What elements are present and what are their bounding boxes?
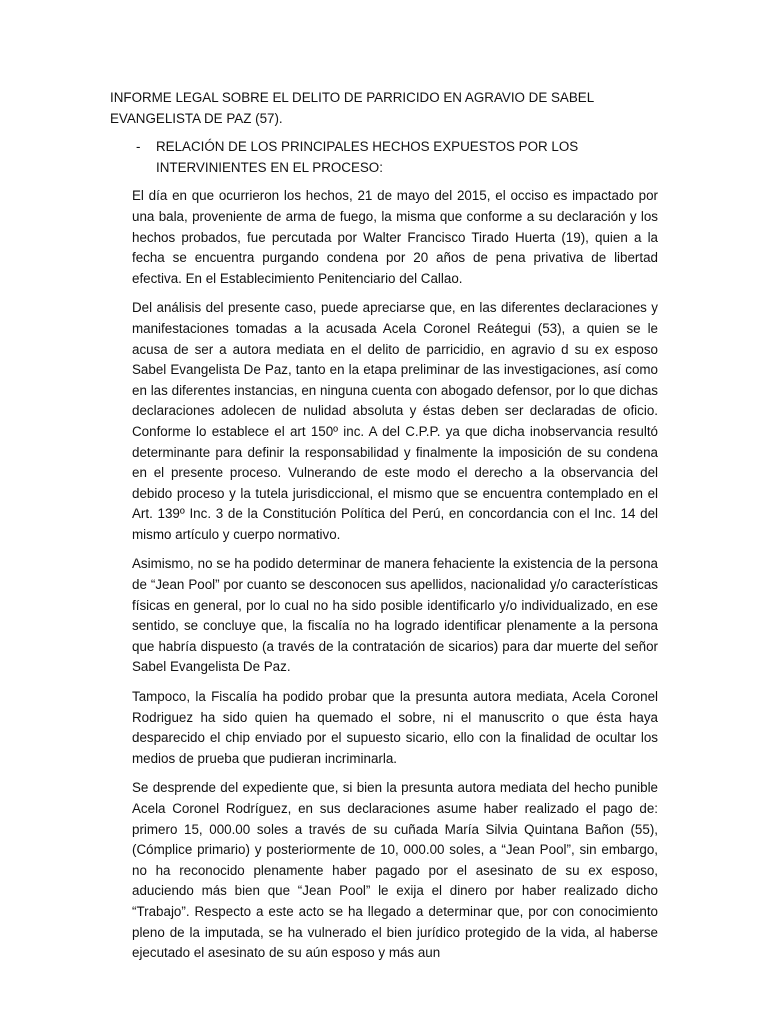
document-title: INFORME LEGAL SOBRE EL DELITO DE PARRICIDO EN AGRAVIO DE SABEL EVANGELISTA DE PAZ (57). [110,90,594,126]
paragraph: Se desprende del expediente que, si bien la presunta autora mediata del hecho punible Acela Coronel Rodríguez, en sus declaraciones asume haber realizado el pago de: primero 15, 000.00 soles a través de su cuñada María Silvia Quintana Bañon (55), (Cómplice primario) y posteriormente de 10, 000.00 soles, a “Jean Pool”, sin embargo, no ha reconocido plenamente haber pagado por el asesinato de su ex esposo, aduciendo más bien que “Jean Pool” le exija el dinero por haber realizado dicho “Trabajo”. Respecto a este acto se ha llegado a determinar que, por con conocimiento pleno de la imputada, se ha vulnerado el bien jurídico protegido de la vida, al haberse ejecutado el asesinato de su aún esposo y más aun [132,780,658,961]
paragraph: Asimismo, no se ha podido determinar de manera fehaciente la existencia de la persona de “Jean Pool” por cuanto se desconocen sus apellidos, nacionalidad y/o características físicas en general, por lo cual no ha sido posible identificarlo y/o individualizado, en ese sentido, se concluye que, la fiscalía no ha logrado identificar plenamente a la persona que habría dispuesto (a través de la contratación de sicarios) para dar muerte del señor Sabel Evangelista De Paz. [132,556,658,675]
paragraph: Tampoco, la Fiscalía ha podido probar que la presunta autora mediata, Acela Coronel Rodriguez ha sido quien ha quemado el sobre, ni el manuscrito o que ésta haya desparecido el chip enviado por el supuesto sicario, ello con la finalidad de ocultar los medios de prueba que pudieran incriminarla. [132,689,658,766]
bullet-dash: - [136,139,141,155]
section-heading-text: RELACIÓN DE LOS PRINCIPALES HECHOS EXPUESTOS POR LOS INTERVINIENTES EN EL PROCESO: [156,139,579,175]
paragraph: El día en que ocurrieron los hechos, 21 de mayo del 2015, el occiso es impactado por una bala, proveniente de arma de fuego, la misma que conforme a su declaración y los hechos probados, fue percutada por Walter Francisco Tirado Huerta (19), quien a la fecha se encuentra purgando condena por 20 años de pena privativa de libertad efectiva. En el Establecimiento Penitenciario del Callao. [132,188,658,286]
section-heading [110,137,658,178]
paragraph: Del análisis del presente caso, puede apreciarse que, en las diferentes declaraciones y manifestaciones tomadas a la acusada Acela Coronel Reátegui (53), a quien se le acusa de ser a autora mediata en el delito de parricidio, en agravio d su ex esposo Sabel Evangelista De Paz, tanto en la etapa preliminar de las investigaciones, así como en las diferentes instancias, en ninguna cuenta con abogado defensor, por lo que dichas declaraciones adolecen de nulidad absoluta y éstas deben ser declaradas de oficio. Conforme lo establece el art 150º inc. A del C.P.P. ya que dicha inobservancia resultó determinante para definir la responsabilidad y finalmente la imposición de su condena en el presente proceso. Vulnerando de este modo el derecho a la observancia del debido proceso y la tutela jurisdiccional, el mismo que se encuentra contemplado en el Art. 139º Inc. 3 de la Constitución Política del Perú, en concordancia con el Inc. 14 del mismo artículo y cuerpo normativo. [132,300,658,542]
document-body [110,186,658,963]
